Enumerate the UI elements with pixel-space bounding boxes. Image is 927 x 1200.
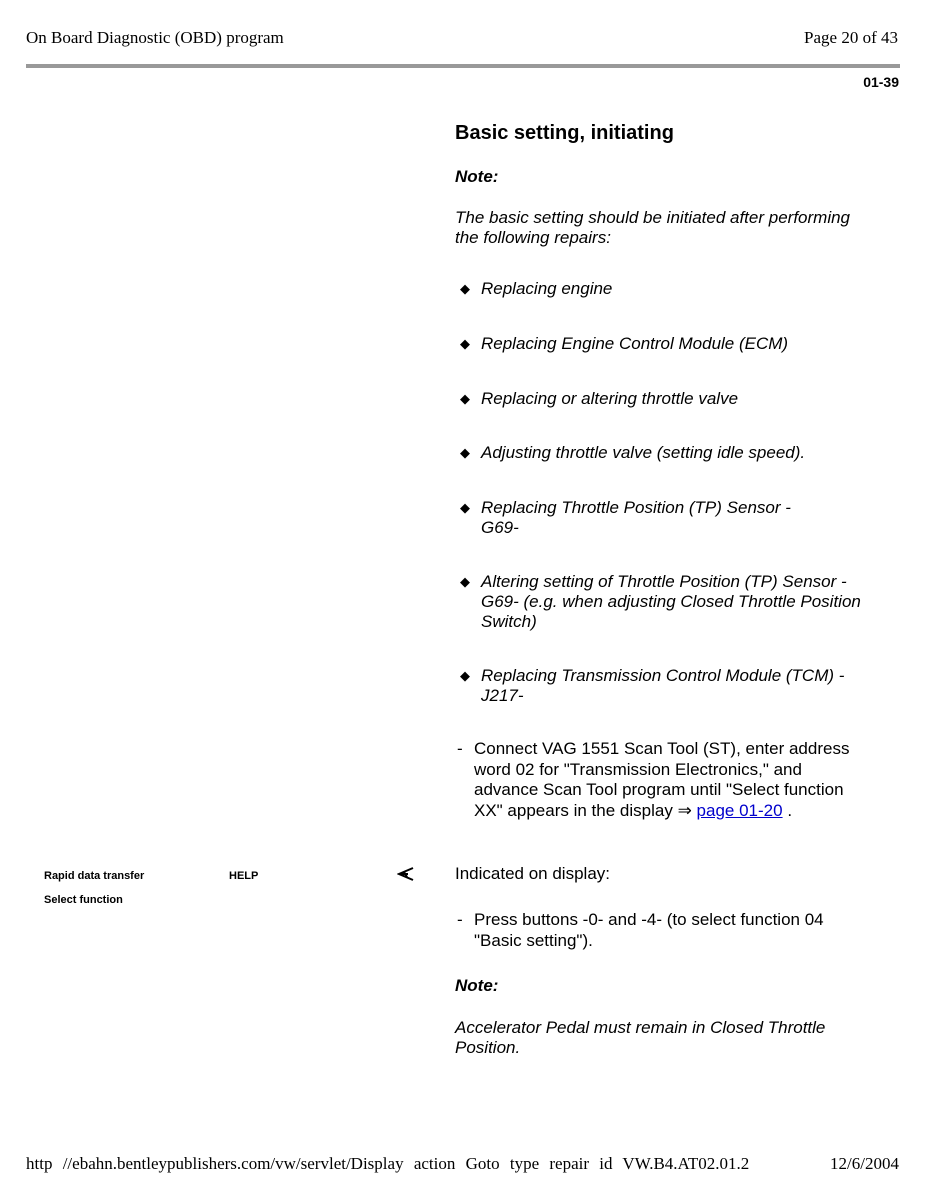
diamond-bullet-icon: ◆ [460,574,470,589]
diamond-bullet-icon: ◆ [460,445,470,460]
diamond-bullet-icon: ◆ [460,281,470,296]
note-text: Accelerator Pedal must remain in Closed Throttle Position. [455,1018,826,1057]
display-line-1-left: Rapid data transfer [44,870,145,882]
section-code: 01-39 [863,74,899,90]
step-press-buttons: - Press buttons -0- and -4- (to select function 04 "Basic setting"). [457,910,824,950]
document-title: On Board Diagnostic (OBD) program [26,28,284,47]
diamond-bullet-icon: ◆ [460,391,470,406]
step-connect-scan-tool: - Connect VAG 1551 Scan Tool (ST), enter address word 02 for "Transmission Electronics," and advance Scan Tool program until "Select function XX" appears in the display ⇒ page 01-20 . [457,739,850,820]
list-item: ◆ Replacing or altering throttle valve [460,389,739,408]
diamond-bullet-icon: ◆ [460,336,470,351]
footer-date: 12/6/2004 [830,1154,899,1173]
list-item: ◆ Replacing Transmission Control Module (TCM) -J217- [460,666,845,705]
diamond-bullet-icon: ◆ [460,668,470,683]
header-divider [26,64,900,68]
intro-text: The basic setting should be initiated after performing the following repairs: [455,208,851,247]
section-heading: Basic setting, initiating [455,122,674,144]
page-link[interactable]: page 01-20 [696,800,783,820]
display-line-1-right: HELP [229,870,259,882]
list-item: ◆ Altering setting of Throttle Position (TP) Sensor -G69- (e.g. when adjusting Closed Throttle Position Switch) [460,572,861,631]
list-item: ◆ Adjusting throttle valve (setting idle speed). [460,443,806,462]
indicated-label: Indicated on display: [455,864,610,883]
page-number: Page 20 of 43 [804,28,898,47]
footer-url: http //ebahn.bentleypublishers.com/vw/servlet/Display action Goto type repair id VW.B4.AT02.01.2 [26,1154,750,1173]
list-item: ◆ Replacing Throttle Position (TP) Sensor -G69- [460,498,791,537]
arrow-right-icon: ⇒ [677,800,692,820]
diamond-bullet-icon: ◆ [460,500,470,515]
list-item: ◆ Replacing engine [460,279,613,298]
note-label: Note: [455,976,499,995]
note-label: Note: [455,167,499,186]
display-line-2: Select function [44,894,123,906]
list-item: ◆ Replacing Engine Control Module (ECM) [460,334,789,353]
pointer-arrow-icon [397,866,415,882]
